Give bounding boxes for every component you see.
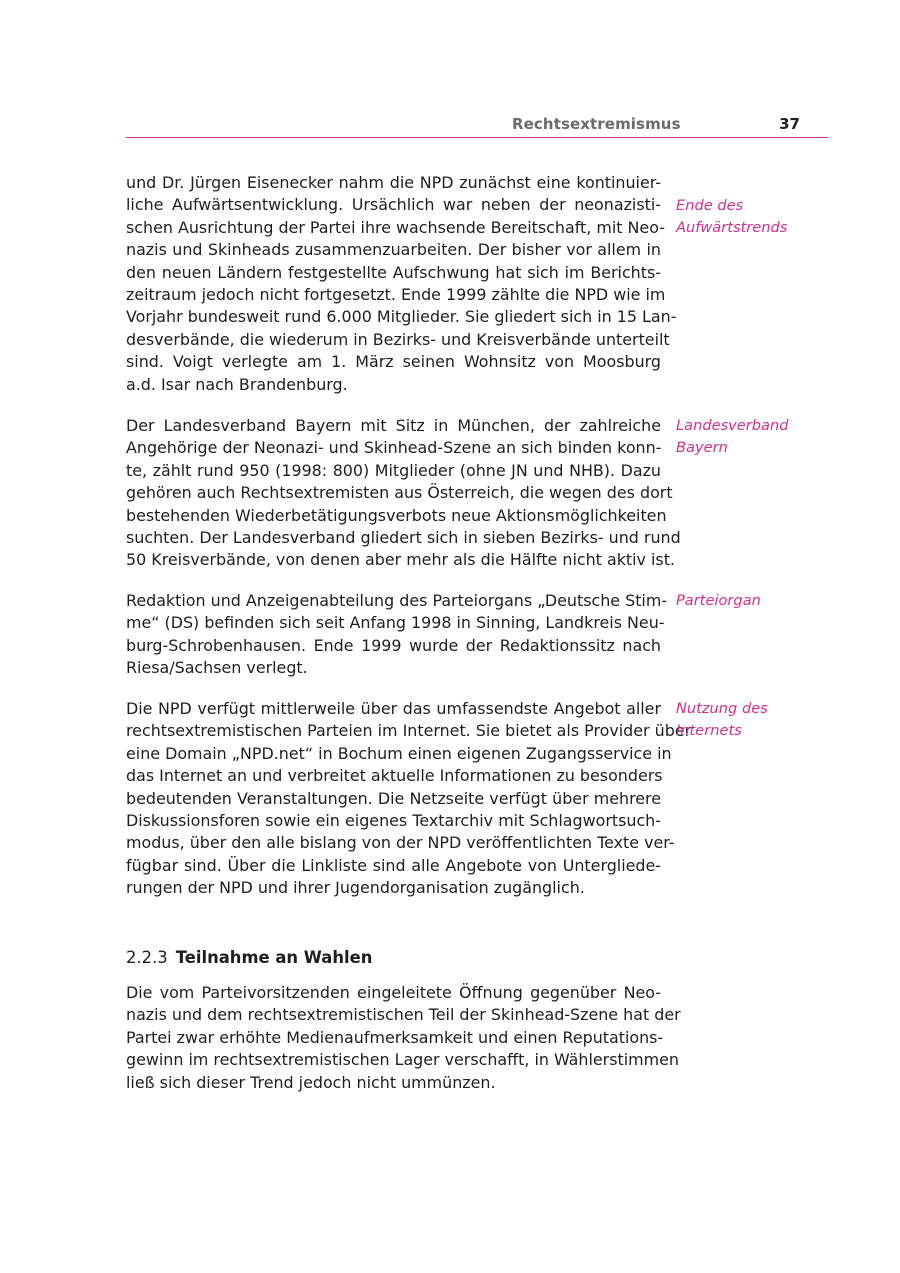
margin-note-line: Ende des: [676, 197, 744, 214]
text-line: schen Ausrichtung der Partei ihre wachsende Bereitschaft, mit Neo-: [126, 217, 665, 237]
text-line: gewinn im rechtsextremistischen Lager verschafft, in Wählerstimmen: [126, 1050, 679, 1070]
margin-note-line: Aufwärtstrends: [676, 219, 788, 237]
text-line: a.d. Isar nach Brandenburg.: [126, 374, 348, 394]
text-line: den neuen Ländern festgestellte Aufschwung hat sich im Berichts-: [126, 262, 661, 282]
margin-note-line: Bayern: [676, 439, 728, 457]
paragraph-2: [126, 415, 681, 572]
paragraph-body: [126, 982, 681, 1094]
text-line: nazis und Skinheads zusammenzuarbeiten. Der bisher vor allem in: [126, 240, 661, 260]
text-line: und Dr. Jürgen Eisenecker nahm die NPD zunächst eine kontinuier-: [126, 173, 661, 192]
margin-note-landesverband: [676, 415, 836, 460]
running-header: [126, 114, 828, 136]
text-line: me“ (DS) befinden sich seit Anfang 1998 in Sinning, Landkreis Neu-: [126, 613, 665, 633]
paragraph-body: [126, 172, 677, 396]
paragraph-body: [126, 698, 692, 900]
margin-note-aufwaertstrend: [676, 195, 836, 240]
text-line: sind. Voigt verlegte am 1. März seinen Wohnsitz von Moosburg: [126, 352, 661, 372]
text-line: bestehenden Wiederbetätigungsverbots neue Aktionsmöglichkeiten: [126, 505, 667, 525]
text-line: rungen der NPD und ihrer Jugendorganisation zugänglich.: [126, 878, 585, 898]
text-line: burg-Schrobenhausen. Ende 1999 wurde der Redaktionssitz nach: [126, 635, 661, 655]
header-divider: [126, 137, 828, 138]
margin-note-line: Landesverband: [676, 417, 789, 434]
margin-note-line: Nutzung des: [676, 700, 768, 717]
section-heading: [126, 947, 372, 969]
text-line: Redaktion und Anzeigenabteilung des Parteiorgans „Deutsche Stim-: [126, 591, 668, 610]
paragraph-3: [126, 590, 668, 680]
paragraph-1: [126, 172, 677, 396]
text-line: Die vom Parteivorsitzenden eingeleitete Öffnung gegenüber Neo-: [126, 983, 661, 1002]
section-title: Teilnahme an Wahlen: [175, 948, 373, 967]
text-line: Der Landesverband Bayern mit Sitz in München, der zahlreiche: [126, 416, 661, 435]
text-line: modus, über den alle bislang von der NPD veröffentlichten Texte ver-: [126, 833, 675, 853]
section-paragraph: [126, 982, 681, 1094]
text-line: eine Domain „NPD.net“ in Bochum einen eigenen Zugangsservice in: [126, 743, 672, 763]
text-line: liche Aufwärtsentwicklung. Ursächlich war neben der neonazisti-: [126, 195, 661, 215]
section-number: 2.2.3: [126, 948, 168, 967]
margin-note-line: Internets: [676, 722, 742, 740]
text-line: Partei zwar erhöhte Medienaufmerksamkeit und einen Reputations-: [126, 1027, 664, 1047]
text-line: fügbar sind. Über die Linkliste sind alle Angebote von Untergliede-: [126, 855, 661, 875]
paragraph-4: [126, 698, 692, 900]
text-line: rechtsextremistischen Parteien im Internet. Sie bietet als Provider über: [126, 721, 692, 741]
paragraph-body: [126, 590, 668, 680]
text-line: Die NPD verfügt mittlerweile über das umfassendste Angebot aller: [126, 699, 661, 718]
text-line: zeitraum jedoch nicht fortgesetzt. Ende 1999 zählte die NPD wie im: [126, 285, 666, 305]
text-line: suchten. Der Landesverband gliedert sich in sieben Bezirks- und rund: [126, 528, 681, 548]
text-line: Vorjahr bundesweit rund 6.000 Mitglieder. Sie gliedert sich in 15 Lan-: [126, 307, 677, 327]
text-line: te, zählt rund 950 (1998: 800) Mitglieder (ohne JN und NHB). Dazu: [126, 460, 661, 480]
page-number: 37: [779, 115, 800, 133]
text-line: Diskussionsforen sowie ein eigenes Textarchiv mit Schlagwortsuch-: [126, 811, 661, 831]
text-line: Riesa/Sachsen verlegt.: [126, 658, 308, 678]
text-line: 50 Kreisverbände, von denen aber mehr als die Hälfte nicht aktiv ist.: [126, 550, 675, 570]
margin-note-internet: [676, 698, 836, 743]
margin-note-line: Parteiorgan: [676, 592, 761, 609]
text-line: gehören auch Rechtsextremisten aus Österreich, die wegen des dort: [126, 483, 673, 503]
text-line: bedeutenden Veranstaltungen. Die Netzseite verfügt über mehrere: [126, 788, 661, 808]
text-line: Angehörige der Neonazi- und Skinhead-Szene an sich binden konn-: [126, 438, 662, 458]
running-header-title: Rechtsextremismus: [512, 115, 681, 133]
text-line: nazis und dem rechtsextremistischen Teil der Skinhead-Szene hat der: [126, 1005, 681, 1025]
text-line: desverbände, die wiederum in Bezirks- und Kreisverbände unterteilt: [126, 329, 670, 349]
paragraph-body: [126, 415, 681, 572]
text-line: das Internet an und verbreitet aktuelle Informationen zu besonders: [126, 766, 663, 786]
margin-note-parteiorgan: [676, 590, 836, 612]
text-line: ließ sich dieser Trend jedoch nicht ummünzen.: [126, 1072, 496, 1092]
